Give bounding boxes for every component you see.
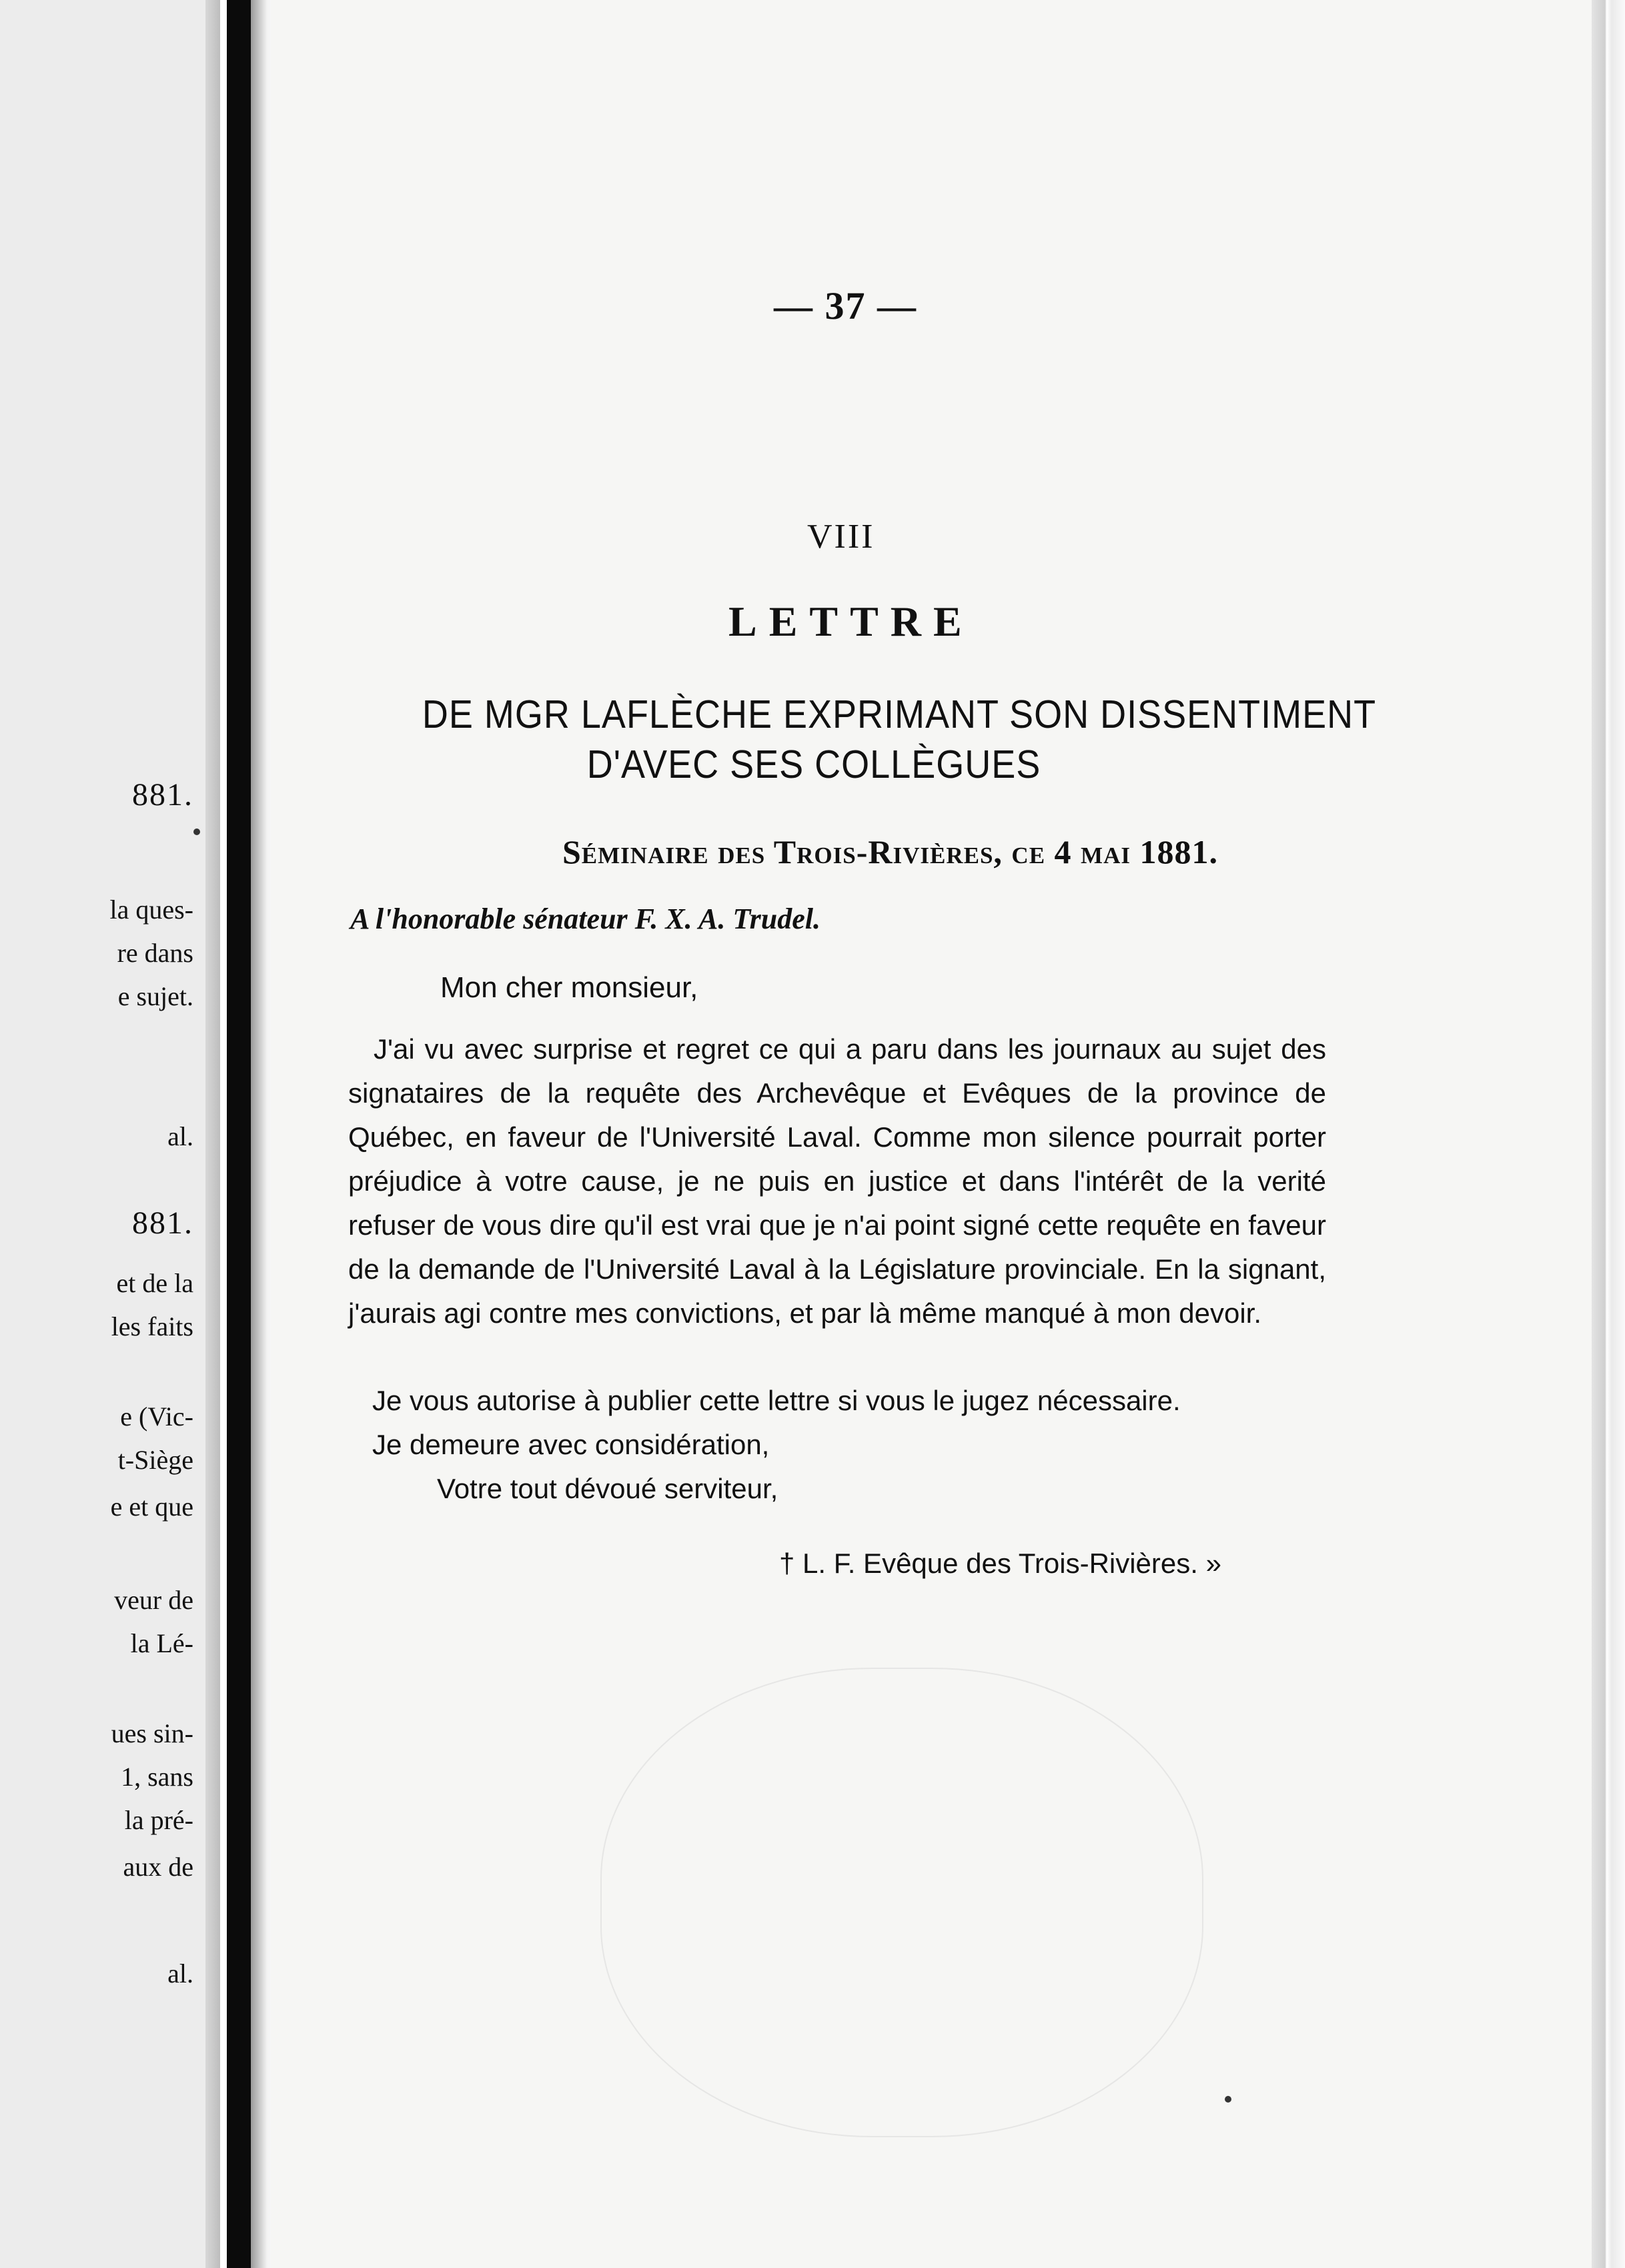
page-number: — 37 — [774, 284, 917, 328]
addressee: A l'honorable sénateur F. X. A. Trudel. [350, 903, 821, 935]
document-subtitle: DE MGR LAFLÈCHE EXPRIMANT SON DISSENTIMENT [422, 692, 1377, 736]
left-page-line: 881. [132, 1205, 193, 1241]
closing-line: Votre tout dévoué serviteur, [437, 1473, 778, 1504]
ink-speck [1225, 2096, 1231, 2103]
gutter-shadow [205, 0, 220, 2268]
left-page-line: t-Siège [117, 1445, 193, 1475]
left-page-line: la pré- [124, 1805, 193, 1835]
left-page-line: aux de [123, 1852, 193, 1882]
closing-line: Je demeure avec considération, [372, 1429, 770, 1460]
page-edge [1592, 0, 1625, 2268]
dateline: Séminaire des Trois-Rivières, ce 4 mai 1881. [562, 833, 1218, 871]
document-subtitle: D'AVEC SES COLLÈGUES [586, 742, 1041, 786]
left-page-line: la ques- [109, 895, 193, 925]
left-page-line: al. [167, 1121, 193, 1151]
left-page-line: 1, sans [121, 1762, 193, 1792]
section-number: VIII [807, 518, 875, 556]
ink-speck [193, 828, 200, 835]
left-page-line: les faits [111, 1311, 193, 1341]
left-page-line: re dans [117, 938, 193, 968]
closing-line: Je vous autorise à publier cette lettre si vous le jugez nécessaire. [372, 1385, 1181, 1416]
left-page-line: et de la [116, 1268, 193, 1298]
left-page-line: ues sin- [111, 1718, 193, 1748]
greeting: Mon cher monsieur, [440, 971, 698, 1004]
left-page-line: e (Vic- [120, 1401, 193, 1432]
left-page-line: al. [167, 1958, 193, 1989]
left-page-line: e et que [110, 1492, 193, 1522]
paper-stain [600, 1668, 1203, 2137]
previous-page-fragment [0, 0, 220, 2268]
binding-shadow [251, 0, 271, 2268]
left-page-line: la Lé- [130, 1628, 193, 1658]
left-page-line: veur de [114, 1585, 193, 1615]
book-binding [227, 0, 251, 2268]
left-page-line: e sujet. [117, 981, 193, 1011]
left-page-line: 881. [132, 777, 193, 812]
document-title: LETTRE [728, 598, 974, 645]
letter-body: J'ai vu avec surprise et regret ce qui a paru dans les journaux au sujet des signataires de la requête des Archevêque et Evêques de la province de Québec, en faveur de l'Université Laval. Comme mon silence pourrait porter préjudice à votre cause, je ne puis en justice et dans l'intérêt de la verité refuser de vous dire qu'il est vrai que je n'ai point signé cette requête en faveur de la demande de l'Université Laval à la Législature provinciale. En la signant, j'aurais agi contre mes convictions, et par là même manqué à mon devoir. [348, 1033, 1326, 1329]
signature: † L. F. Evêque des Trois-Rivières. » [779, 1548, 1221, 1579]
